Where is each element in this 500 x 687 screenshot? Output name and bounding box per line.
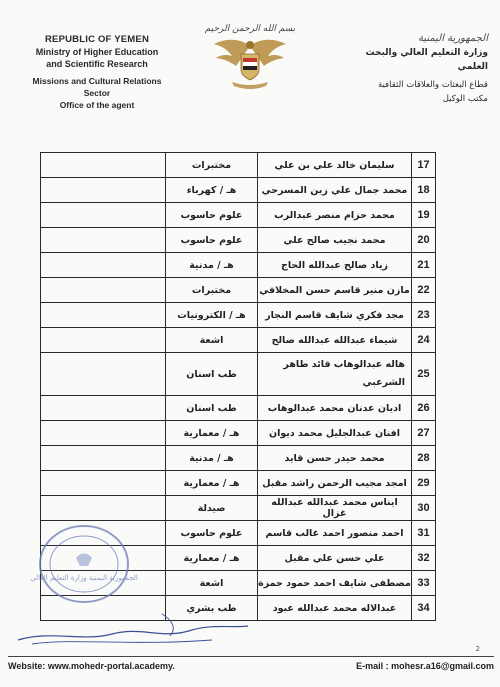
office-en: Office of the agent: [59, 100, 135, 110]
row-number-cell: 21: [412, 253, 436, 278]
student-name-cell: محمد جمال علي زين المسرحي: [258, 178, 412, 203]
student-name-cell: ايناس محمد عبدالله عبدالله غزال: [258, 496, 412, 521]
country-en: REPUBLIC OF YEMEN: [44, 34, 150, 45]
table-row: [41, 421, 436, 446]
row-number-cell: 25: [412, 353, 436, 396]
blank-cell: [41, 496, 166, 521]
blank-cell: [41, 421, 166, 446]
ministry-ar: وزارة التعليم العالي والبحث العلمي: [365, 48, 488, 72]
blank-cell: [41, 328, 166, 353]
table-row: [41, 446, 436, 471]
blank-cell: [41, 353, 166, 396]
student-name-cell: افنان عبدالجليل محمد ديوان: [258, 421, 412, 446]
blank-cell: [41, 178, 166, 203]
eagle-icon: [200, 24, 300, 96]
student-name-cell: احمد منصور احمد غالب قاسم: [258, 521, 412, 546]
specialization-cell: اشعة: [166, 328, 258, 353]
blank-cell: [41, 303, 166, 328]
signature: [12, 600, 252, 650]
basmala-text: بسم الله الرحمن الرحيم: [204, 24, 296, 34]
footer-email: E-mail : mohesr.a16@gmail.com: [356, 661, 494, 671]
student-name-cell: محمد حيدر حسن قايد: [258, 446, 412, 471]
specialization-cell: علوم حاسوب: [166, 228, 258, 253]
specialization-cell: مختبرات: [166, 278, 258, 303]
specialization-cell: هـ / كهرباء: [166, 178, 258, 203]
table-row: [41, 278, 436, 303]
student-name-cell: محمد حزام منصر عبدالرب: [258, 203, 412, 228]
row-number-cell: 29: [412, 471, 436, 496]
student-name-cell: مازن منير قاسم حسن المخلافي: [258, 278, 412, 303]
row-number-cell: 26: [412, 396, 436, 421]
row-number-cell: 24: [412, 328, 436, 353]
specialization-cell: هـ / الكترونيات: [166, 303, 258, 328]
specialization-cell: هـ / مدنية: [166, 446, 258, 471]
student-name-cell: مجد فكري شايف قاسم النجار: [258, 303, 412, 328]
table-row: [41, 178, 436, 203]
table-row: [41, 396, 436, 421]
blank-cell: [41, 471, 166, 496]
blank-cell: [41, 396, 166, 421]
table-row: [41, 471, 436, 496]
specialization-cell: اشعة: [166, 571, 258, 596]
student-name-cell: [258, 353, 412, 396]
blank-cell: [41, 253, 166, 278]
sector-ar: قطاع البعثات والعلاقات الثقافية: [377, 80, 488, 90]
student-name-cell: مصطفى شايف احمد حمود حمزة: [258, 571, 412, 596]
ministry-en-line1: Ministry of Higher Education: [35, 47, 159, 57]
specialization-cell: هـ / معمارية: [166, 546, 258, 571]
student-name-cell: محمد نجيب صالح علي: [258, 228, 412, 253]
row-number-cell: 27: [412, 421, 436, 446]
specialization-cell: هـ / معمارية: [166, 421, 258, 446]
row-number-cell: 34: [412, 596, 436, 621]
student-name-cell: سليمان خالد علي بن علي: [258, 153, 412, 178]
row-number-cell: 22: [412, 278, 436, 303]
blank-cell: [41, 203, 166, 228]
table-row: [41, 203, 436, 228]
row-number-cell: 18: [412, 178, 436, 203]
row-number-cell: 20: [412, 228, 436, 253]
row-number-cell: 32: [412, 546, 436, 571]
table-row: [41, 253, 436, 278]
blank-cell: [41, 446, 166, 471]
row-number-cell: 31: [412, 521, 436, 546]
blank-cell: [41, 278, 166, 303]
sector-en: Missions and Cultural Relations Sector: [32, 76, 162, 98]
student-name-cell: امجد مجيب الرحمن راشد مقبل: [258, 471, 412, 496]
ministry-en-line2: and Scientific Research: [46, 59, 148, 69]
country-ar: الجمهورية اليمنية: [417, 33, 488, 44]
specialization-cell: هـ / معمارية: [166, 471, 258, 496]
office-ar: مكتب الوكيل: [442, 94, 488, 104]
table-row: [41, 328, 436, 353]
student-name-text: هاله عبدالوهاب قائد طاهر الشرعبي: [283, 359, 405, 388]
specialization-cell: طب اسنان: [166, 353, 258, 396]
specialization-cell: طب اسنان: [166, 396, 258, 421]
student-name-cell: شيماء عبدالله عبدالله صالح: [258, 328, 412, 353]
row-number-cell: 19: [412, 203, 436, 228]
row-number-cell: 28: [412, 446, 436, 471]
specialization-cell: طب بشري: [166, 596, 258, 621]
row-number-cell: 30: [412, 496, 436, 521]
student-name-cell: زياد صالح عبدالله الحاج: [258, 253, 412, 278]
table-row: [41, 303, 436, 328]
header-english: [22, 34, 172, 111]
specialization-cell: علوم حاسوب: [166, 521, 258, 546]
specialization-cell: صيدلة: [166, 496, 258, 521]
student-name-cell: علي حسن علي مقبل: [258, 546, 412, 571]
blank-cell: [41, 153, 166, 178]
student-name-cell: اديان عدنان محمد عبدالوهاب: [258, 396, 412, 421]
table-row: [41, 496, 436, 521]
blank-cell: [41, 228, 166, 253]
official-stamp: [30, 522, 138, 606]
row-number-cell: 33: [412, 571, 436, 596]
header-arabic: [338, 32, 488, 106]
specialization-cell: هـ / مدنية: [166, 253, 258, 278]
student-name-cell: عبدالاله محمد عبدالله عبود: [258, 596, 412, 621]
specialization-cell: علوم حاسوب: [166, 203, 258, 228]
row-number-cell: 17: [412, 153, 436, 178]
footer-website: Website: www.mohedr-portal.academy.: [8, 661, 175, 671]
specialization-cell: مختبرات: [166, 153, 258, 178]
yemen-eagle-emblem: [200, 24, 300, 96]
table-row: [41, 153, 436, 178]
table-row: [41, 228, 436, 253]
row-number-cell: 23: [412, 303, 436, 328]
footer-divider: [8, 656, 494, 657]
page-number: 2: [475, 645, 480, 653]
stamp-text: الجمهورية اليمنية وزارة التعليم العالي: [30, 574, 138, 582]
table-row: [41, 353, 436, 396]
